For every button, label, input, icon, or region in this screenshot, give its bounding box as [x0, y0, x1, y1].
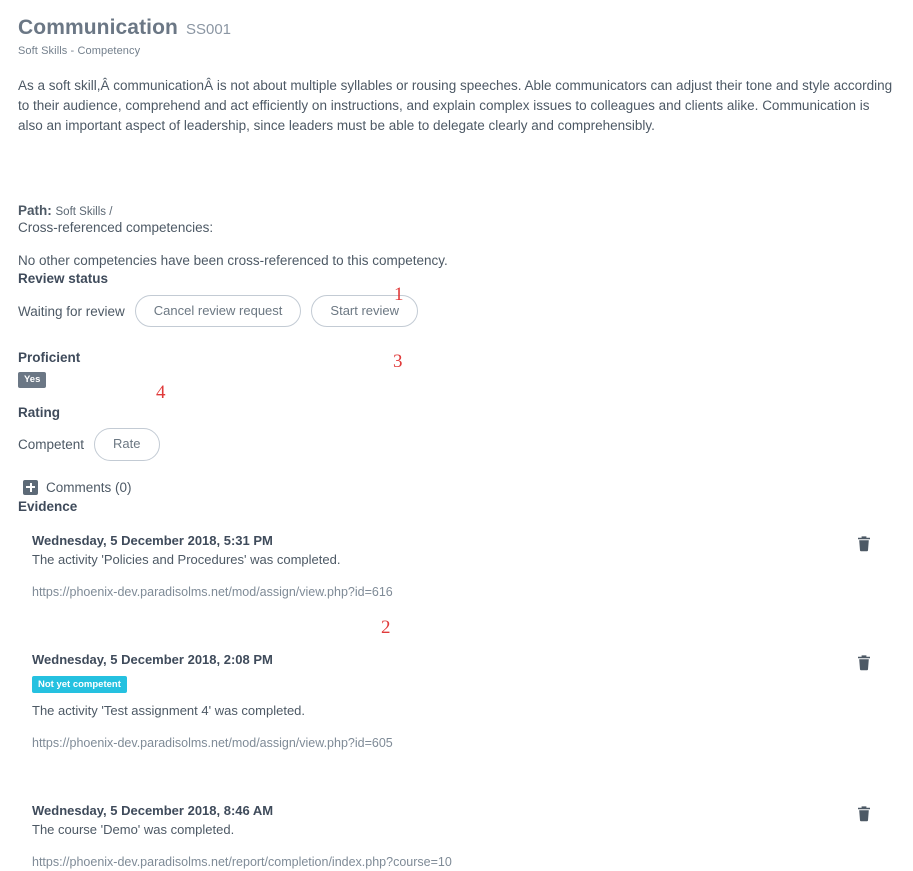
page-title	[18, 16, 895, 40]
evidence-date: Wednesday, 5 December 2018, 2:08 PM	[32, 651, 273, 667]
evidence-list	[32, 533, 895, 871]
evidence-link[interactable]: https://phoenix-dev.paradisolms.net/report/completion/index.php?course=10	[32, 854, 452, 869]
comments-label: Comments (0)	[46, 479, 132, 495]
crossref-empty-message: No other competencies have been cross-referenced to this competency.	[18, 253, 448, 268]
breadcrumb: Soft Skills - Competency	[18, 45, 141, 57]
list-item	[32, 533, 895, 601]
status-badge: Not yet competent	[32, 676, 127, 693]
evidence-date: Wednesday, 5 December 2018, 5:31 PM	[32, 532, 273, 548]
trash-icon[interactable]	[856, 654, 874, 672]
proficient-heading: Proficient	[18, 350, 81, 366]
evidence-link[interactable]: https://phoenix-dev.paradisolms.net/mod/assign/view.php?id=616	[32, 584, 393, 599]
evidence-text: The course 'Demo' was completed.	[32, 821, 235, 837]
competency-description: As a soft skill,Â communicationÂ is not about multiple syllables or rousing speeches. Able communicators can adjust their tone and style according to their audience, comprehend and act efficiently on instructions, and explain complex issues to colleagues and clients alike. Communication is also an important aspect of leadership, since leaders must be able to delegate clearly and comprehensibly.	[18, 78, 893, 133]
rating-heading: Rating	[18, 405, 60, 421]
rate-button[interactable]: Rate	[94, 428, 159, 460]
rating-value: Competent	[18, 436, 85, 452]
trash-icon[interactable]	[856, 805, 874, 823]
list-item	[32, 803, 895, 871]
evidence-text: The activity 'Policies and Procedures' was completed.	[32, 551, 341, 567]
rating-row	[18, 428, 895, 460]
list-item	[32, 652, 895, 752]
competency-name: Communication	[18, 16, 178, 39]
crossref-label: Cross-referenced competencies:	[18, 220, 214, 235]
annotation-marker-1: 1	[394, 284, 404, 305]
proficient-badge: Yes	[18, 372, 46, 388]
path-block	[18, 203, 895, 235]
review-status-row	[18, 295, 895, 327]
evidence-text: The activity 'Test assignment 4' was completed.	[32, 702, 306, 718]
evidence-heading: Evidence	[18, 498, 78, 514]
review-status-heading: Review status	[18, 271, 109, 286]
annotation-marker-3: 3	[393, 351, 403, 372]
evidence-link[interactable]: https://phoenix-dev.paradisolms.net/mod/assign/view.php?id=605	[32, 735, 393, 750]
review-status-value: Waiting for review	[18, 303, 125, 319]
cancel-review-request-button[interactable]: Cancel review request	[135, 295, 302, 327]
path-value: Soft Skills /	[55, 206, 113, 218]
annotation-marker-2: 2	[381, 617, 391, 638]
start-review-button[interactable]: Start review	[311, 295, 418, 327]
annotation-marker-4: 4	[156, 382, 166, 403]
path-label: Path:	[18, 203, 52, 218]
trash-icon[interactable]	[856, 535, 874, 553]
plus-square-icon[interactable]	[23, 480, 38, 495]
comments-toggle[interactable]	[23, 480, 895, 495]
competency-code: SS001	[185, 21, 232, 38]
evidence-date: Wednesday, 5 December 2018, 8:46 AM	[32, 802, 274, 818]
